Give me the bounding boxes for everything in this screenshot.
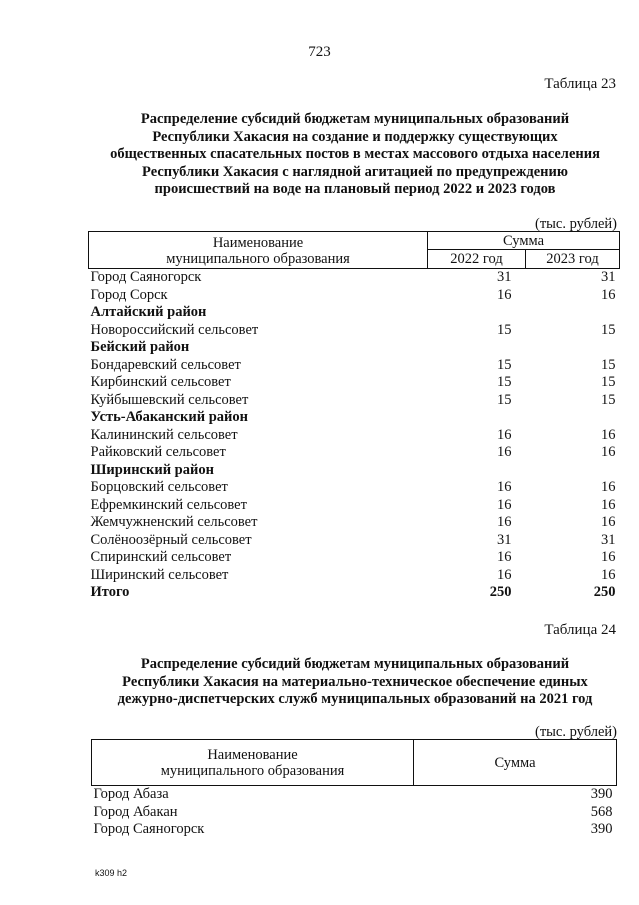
table-row <box>89 374 620 392</box>
table-row <box>89 287 620 305</box>
row-value-2022: 16 <box>497 549 512 565</box>
header-name-line: Наименование <box>212 235 304 251</box>
table-row-section <box>89 339 620 357</box>
table-24-title <box>60 656 639 709</box>
table-row <box>89 357 620 375</box>
footer-code: k309 h2 <box>95 868 128 878</box>
header-name <box>92 740 414 786</box>
row-name: Борцовский сельсовет <box>90 479 228 495</box>
row-value-2022: 15 <box>497 321 512 338</box>
row-value-2022: 15 <box>497 391 512 408</box>
row-name: Алтайский район <box>90 304 207 320</box>
title-line: дежурно-диспетчерских служб муниципальных образований на 2021 год <box>117 691 593 708</box>
row-value-2023: 250 <box>593 584 616 600</box>
table-row <box>89 567 620 585</box>
row-value-2022: 16 <box>497 286 512 303</box>
row-value-2023: 16 <box>601 514 616 530</box>
header-sum: Сумма <box>414 740 617 786</box>
row-value-2023: 16 <box>601 549 616 565</box>
table-24-units: (тыс. рублей) <box>535 724 617 740</box>
header-name-line: муниципального образования <box>160 762 345 779</box>
row-value-2022: 250 <box>489 584 512 600</box>
row-name: Калининский сельсовет <box>90 426 238 443</box>
header-name-line: Наименование <box>207 746 298 763</box>
row-value-2023: 16 <box>601 496 616 513</box>
title-line: Республики Хакасия на создание и поддержку существующих <box>152 128 558 145</box>
header-year-2022: 2022 год <box>428 250 526 269</box>
row-value-2022: 16 <box>497 426 512 443</box>
row-name: Жемчужненский сельсовет <box>90 514 258 530</box>
table-row <box>89 532 620 550</box>
table-row <box>92 786 617 804</box>
row-value-2022: 16 <box>497 496 512 513</box>
table-row <box>89 497 620 515</box>
table-row <box>89 479 620 497</box>
row-value-2023 <box>526 409 620 427</box>
table-row <box>89 269 620 287</box>
row-name: Город Саяногорск <box>90 269 202 285</box>
table-row-section <box>89 409 620 427</box>
row-value: 390 <box>590 786 613 802</box>
title-line: происшествий на воде на плановый период 2022 и 2023 годов <box>154 181 556 198</box>
table-row <box>89 322 620 340</box>
row-value-2023: 16 <box>601 566 616 583</box>
row-value-2023: 15 <box>601 374 616 390</box>
row-value-2022: 31 <box>497 531 512 548</box>
header-name-line: муниципального образования <box>166 251 350 267</box>
row-value-2023: 16 <box>601 444 616 460</box>
title-line: Республики Хакасия на материально-техническое обеспечение единых <box>122 673 588 690</box>
row-value-2023: 15 <box>601 391 616 408</box>
table-row-section <box>89 584 620 602</box>
row-name: Спиринский сельсовет <box>90 549 232 565</box>
row-value-2022: 15 <box>497 374 512 390</box>
row-name: Город Абакан <box>93 803 178 820</box>
table-24-body <box>92 786 617 839</box>
table-23-body <box>89 269 620 602</box>
title-line: Распределение субсидий бюджетам муниципальных образований <box>140 111 570 127</box>
row-name: Солёноозёрный сельсовет <box>90 531 252 548</box>
row-name: Бондаревский сельсовет <box>90 356 241 373</box>
table-23-units: (тыс. рублей) <box>535 216 617 232</box>
row-name: Новороссийский сельсовет <box>90 321 259 338</box>
row-value: 568 <box>590 803 613 820</box>
table-23 <box>88 231 620 602</box>
table-row <box>89 549 620 567</box>
row-name: Город Сорск <box>90 286 168 303</box>
row-value-2022: 16 <box>497 566 512 583</box>
table-row <box>89 444 620 462</box>
header-year-2023: 2023 год <box>526 250 620 269</box>
row-name: Ефремкинский сельсовет <box>90 496 247 513</box>
table-row-section <box>89 462 620 480</box>
page-number: 723 <box>308 44 331 60</box>
row-name: Бейский район <box>90 339 190 355</box>
row-value-2023: 31 <box>601 269 616 285</box>
title-line: общественных спасательных постов в местах массового отдыха населения <box>110 146 600 163</box>
table-row <box>92 804 617 822</box>
row-value-2023 <box>526 339 620 357</box>
row-name: Итого <box>90 584 130 600</box>
table-23-title <box>60 111 639 199</box>
row-value-2022 <box>428 462 526 480</box>
table-row <box>89 392 620 410</box>
header-sum: Сумма <box>428 232 620 250</box>
row-name: Куйбышевский сельсовет <box>90 391 249 408</box>
row-value-2022 <box>428 409 526 427</box>
row-value-2023: 16 <box>601 426 616 443</box>
row-value-2023: 16 <box>601 286 616 303</box>
row-value-2022: 16 <box>497 444 512 460</box>
row-value-2023 <box>526 304 620 322</box>
row-value-2022: 16 <box>497 479 512 495</box>
table-row <box>89 514 620 532</box>
row-value-2022 <box>428 304 526 322</box>
row-name: Ширинский район <box>90 461 214 478</box>
row-value-2022 <box>428 339 526 357</box>
row-name: Ширинский сельсовет <box>90 566 229 583</box>
row-name: Город Саяногорск <box>93 821 205 837</box>
table-24 <box>91 739 617 839</box>
row-value-2023: 15 <box>601 356 616 373</box>
row-value-2022: 15 <box>497 356 512 373</box>
row-value-2023: 15 <box>601 321 616 338</box>
row-value-2022: 31 <box>497 269 512 285</box>
row-name: Город Абаза <box>93 786 169 802</box>
table-row-section <box>89 304 620 322</box>
row-name: Усть-Абаканский район <box>90 409 249 425</box>
header-name <box>89 232 428 269</box>
row-value-2023: 31 <box>601 531 616 548</box>
table-23-label: Таблица 23 <box>544 76 616 92</box>
row-value-2023: 16 <box>601 479 616 495</box>
row-value-2023 <box>526 462 620 480</box>
title-line: Республики Хакасия с наглядной агитацией по предупреждению <box>142 163 568 180</box>
table-row <box>89 427 620 445</box>
table-24-label: Таблица 24 <box>544 622 616 638</box>
title-line: Распределение субсидий бюджетам муниципальных образований <box>140 656 570 672</box>
table-row <box>92 821 617 839</box>
row-name: Райковский сельсовет <box>90 444 226 460</box>
row-value-2022: 16 <box>497 514 512 530</box>
row-name: Кирбинский сельсовет <box>90 374 231 390</box>
row-value: 390 <box>590 821 613 837</box>
